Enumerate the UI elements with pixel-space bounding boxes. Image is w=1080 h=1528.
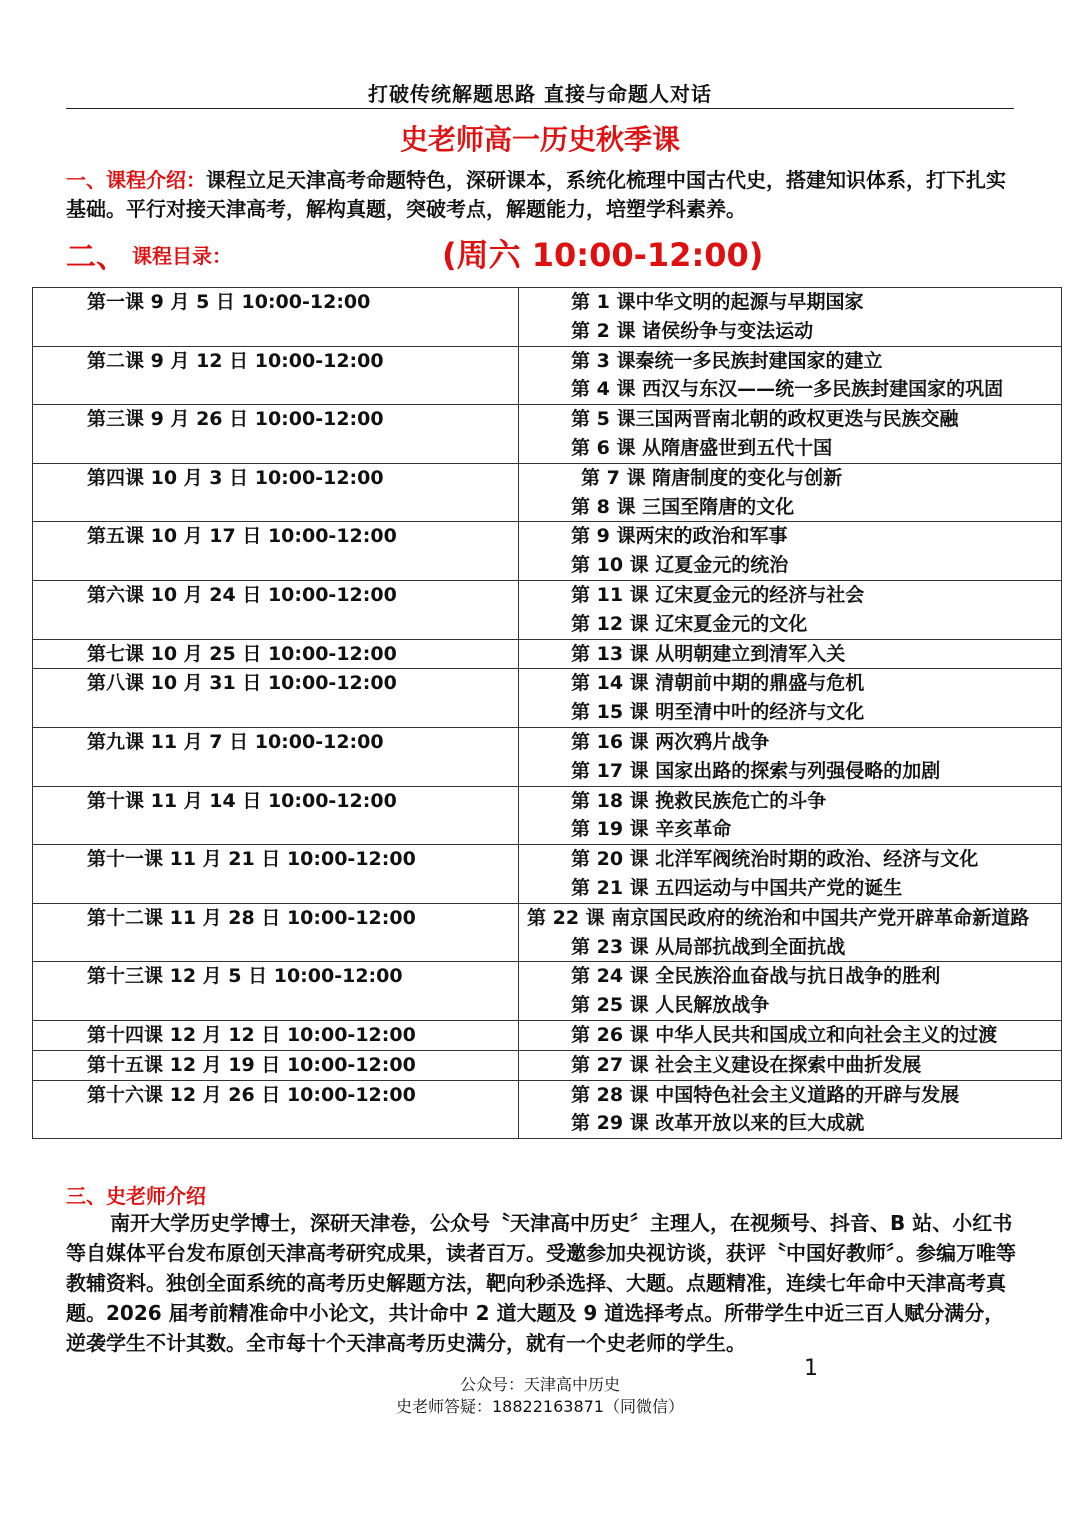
topic-item: 第 27 课 社会主义建设在探索中曲折发展 [571,1053,922,1076]
table-row [33,962,1062,1021]
page-title: 史老师高一历史秋季课 [399,123,680,156]
topic-item: 第 20 课 北洋军阀统治时期的政治、经济与文化 [571,848,979,871]
topics-cell [519,903,1062,962]
session-cell: 第十五课 12 月 19 日 10:00-12:00 [33,1050,519,1080]
topic-item: 第 28 课 中国特色社会主义道路的开辟与发展 [571,1083,960,1106]
topic-item: 第 9 课两宋的政治和军事 [571,525,788,548]
topic-item: 第 10 课 辽夏金元的统治 [571,554,789,577]
topic-item: 第 17 课 国家出路的探索与列强侵略的加剧 [571,759,941,782]
session-cell: 第二课 9 月 12 日 10:00-12:00 [33,346,519,405]
table-row [33,288,1062,347]
topics-cell [519,727,1062,786]
schedule-table [32,287,1062,1139]
topic-item: 第 3 课秦统一多民族封建国家的建立 [571,349,883,372]
table-row [33,1080,1062,1139]
topic-item: 第 11 课 辽宋夏金元的经济与社会 [571,583,865,606]
table-row [33,405,1062,464]
footer-contact: 史老师答疑：18822163871（同微信） [396,1397,684,1416]
section2-time: (周六 10:00-12:00) [442,236,764,274]
session-cell: 第六课 10 月 24 日 10:00-12:00 [33,580,519,639]
topic-item: 第 8 课 三国至隋唐的文化 [571,495,795,518]
section2-number: 二、 [66,240,126,275]
topic-item: 第 15 课 明至清中叶的经济与文化 [571,701,865,724]
table-row [33,346,1062,405]
topics-cell [519,580,1062,639]
table-row [33,522,1062,581]
topics-cell [519,639,1062,669]
topic-item: 第 7 课 隋唐制度的变化与创新 [581,466,843,489]
table-row [33,786,1062,845]
topics-cell [519,1050,1062,1080]
topic-item: 第 16 课 两次鸦片战争 [571,730,770,753]
session-cell: 第十四课 12 月 12 日 10:00-12:00 [33,1020,519,1050]
session-cell: 第十六课 12 月 26 日 10:00-12:00 [33,1080,519,1139]
session-cell: 第十二课 11 月 28 日 10:00-12:00 [33,903,519,962]
topic-item: 第 19 课 辛亥革命 [571,818,732,841]
session-cell: 第十三课 12 月 5 日 10:00-12:00 [33,962,519,1021]
topics-cell [519,1020,1062,1050]
intro-label: 一、课程介绍： [66,168,206,192]
topics-cell [519,1080,1062,1139]
topics-cell [519,405,1062,464]
topic-item: 第 14 课 清朝前中期的鼎盛与危机 [571,672,865,695]
teacher-intro-heading: 三、史老师介绍 [66,1184,206,1208]
session-cell: 第一课 9 月 5 日 10:00-12:00 [33,288,519,347]
table-row [33,639,1062,669]
topic-item: 第 4 课 西汉与东汉——统一多民族封建国家的巩固 [571,378,1004,401]
topic-item: 第 6 课 从隋唐盛世到五代十国 [571,436,833,459]
session-cell: 第十课 11 月 14 日 10:00-12:00 [33,786,519,845]
topics-cell [519,845,1062,904]
table-row [33,727,1062,786]
header-slogan: 打破传统解题思路 直接与命题人对话 [368,82,712,106]
table-row [33,1050,1062,1080]
table-row [33,580,1062,639]
session-cell: 第七课 10 月 25 日 10:00-12:00 [33,639,519,669]
session-cell: 第十一课 11 月 21 日 10:00-12:00 [33,845,519,904]
course-catalog-heading [66,228,1016,278]
session-cell: 第四课 10 月 3 日 10:00-12:00 [33,463,519,522]
topic-item: 第 26 课 中华人民共和国成立和向社会主义的过渡 [571,1023,998,1046]
header-divider [66,108,1014,109]
topic-item: 第 2 课 诸侯纷争与变法运动 [571,319,814,342]
topics-cell [519,522,1062,581]
teacher-bio: 南开大学历史学博士，深研天津卷，公众号〝天津高中历史〞主理人，在视频号、抖音、B 站、小红书等自媒体平台发布原创天津高考研究成果，读者百万。受邀参加央视访谈，获评〝中国好教师〞。参编万唯等教辅资料。独创全面系统的高考历史解题方法，靶向秒杀选择、大题。点题精准，连续七年命中天津高考真题。2026 届考前精准命中小论文，共计命中 2 道大题及 9 道选择考点。所带学生中近三百人赋分满分，逆袭学生不计其数。全市每十个天津高考历史满分，就有一个史老师的学生。 [66,1211,1016,1355]
topic-item: 第 23 课 从局部抗战到全面抗战 [571,935,846,958]
intro-text: 课程立足天津高考命题特色，深研课本，系统化梳理中国古代史，搭建知识体系，打下扎实基础。平行对接天津高考，解构真题，突破考点，解题能力，培塑学科素养。 [66,168,1006,221]
topics-cell [519,463,1062,522]
footer-account: 公众号：天津高中历史 [459,1375,620,1394]
topic-item: 第 22 课 南京国民政府的统治和中国共产党开辟革命新道路 [527,906,1030,929]
topic-item: 第 21 课 五四运动与中国共产党的诞生 [571,876,903,899]
course-intro [66,166,1018,224]
topic-item: 第 18 课 挽救民族危亡的斗争 [571,789,827,812]
topic-item: 第 12 课 辽宋夏金元的文化 [571,612,808,635]
topic-item: 第 25 课 人民解放战争 [571,994,770,1017]
topic-item: 第 13 课 从明朝建立到清军入关 [571,642,846,665]
table-row [33,903,1062,962]
topics-cell [519,962,1062,1021]
topic-item: 第 5 课三国两晋南北朝的政权更迭与民族交融 [571,408,959,431]
topic-item: 第 1 课中华文明的起源与早期国家 [571,291,864,313]
topics-cell [519,786,1062,845]
topics-cell [519,669,1062,728]
page-number: 1 [804,1356,818,1381]
session-cell: 第九课 11 月 7 日 10:00-12:00 [33,727,519,786]
topics-cell [519,288,1062,347]
session-cell: 第五课 10 月 17 日 10:00-12:00 [33,522,519,581]
table-row [33,669,1062,728]
session-cell: 第三课 9 月 26 日 10:00-12:00 [33,405,519,464]
topic-item: 第 24 课 全民族浴血奋战与抗日战争的胜利 [571,965,941,988]
topics-cell [519,346,1062,405]
table-row [33,463,1062,522]
table-row [33,1020,1062,1050]
session-cell: 第八课 10 月 31 日 10:00-12:00 [33,669,519,728]
table-row [33,845,1062,904]
topic-item: 第 29 课 改革开放以来的巨大成就 [571,1112,865,1135]
section2-label: 课程目录： [132,244,232,268]
